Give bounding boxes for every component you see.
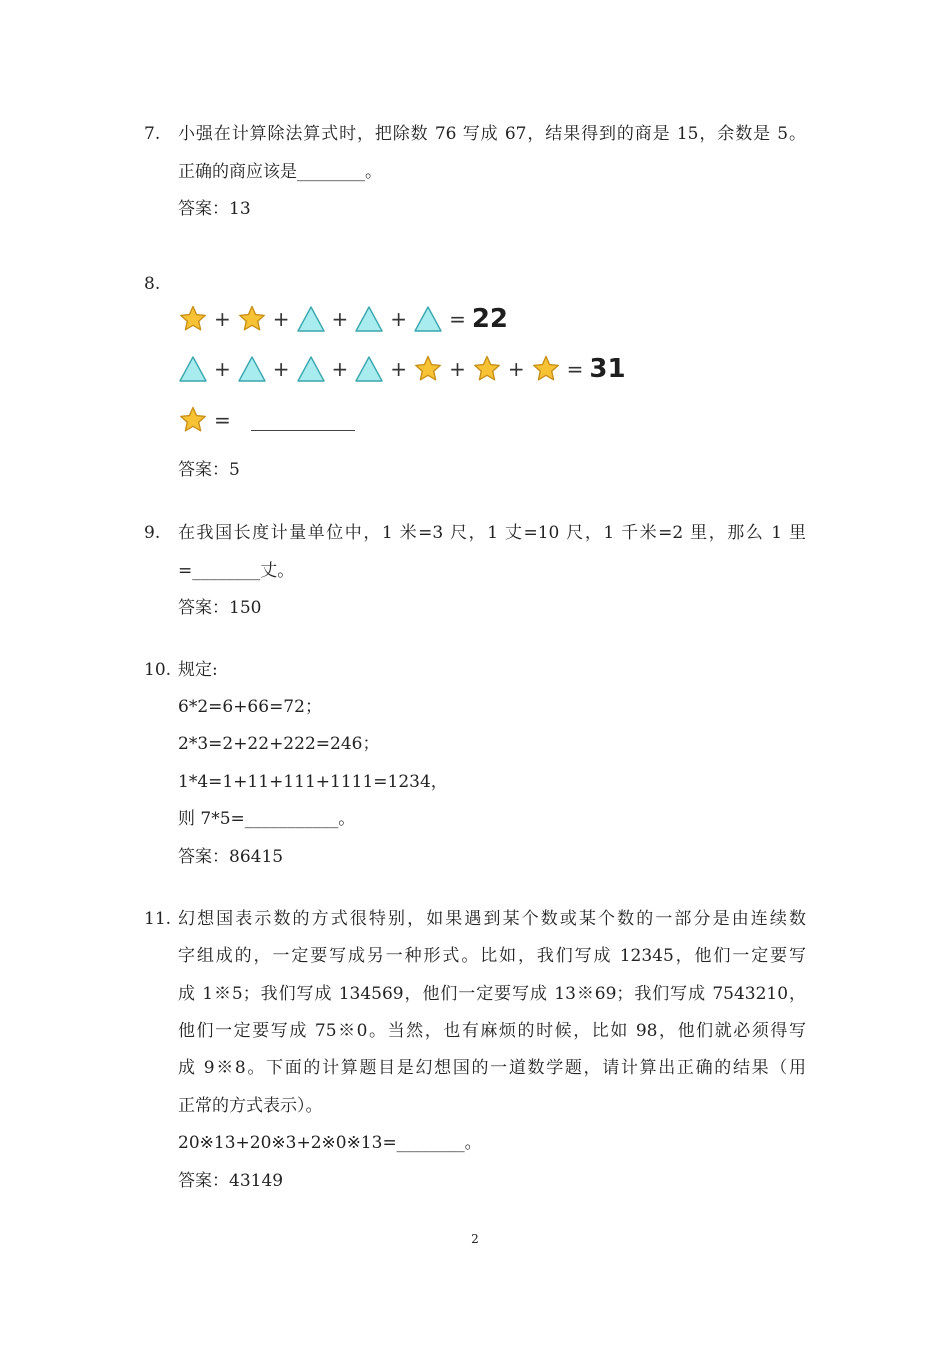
equals-sign: = xyxy=(449,307,466,331)
q8-equation-row-2 xyxy=(178,352,626,386)
q9-number: 9. xyxy=(144,523,161,543)
q11-text-line-5: 成 9※8。下面的计算题目是幻想国的一道数学题，请计算出正确的结果（用 xyxy=(178,1058,806,1078)
star-icon xyxy=(413,354,443,384)
star-icon xyxy=(178,405,208,435)
q7-text-line-1: 小强在计算除法算式时，把除数 76 写成 67，结果得到的商是 15，余数是 5。 xyxy=(178,124,806,144)
q9-text-line-1: 在我国长度计量单位中，1 米=3 尺，1 丈=10 尺，1 千米=2 里，那么 1 里 xyxy=(178,523,806,543)
q8-answer: 答案：5 xyxy=(178,460,240,480)
triangle-icon xyxy=(413,304,443,334)
equals-sign: = xyxy=(566,357,584,381)
q10-text-line-4: 1*4=1+11+111+1111=1234， xyxy=(178,772,448,792)
q10-text-line-3: 2*3=2+22+222=246； xyxy=(178,734,380,754)
q11-answer: 答案：43149 xyxy=(178,1171,284,1191)
q8-row2-result: 31 xyxy=(589,354,626,384)
q11-text-line-1: 幻想国表示数的方式很特别，如果遇到某个数或某个数的一部分是由连续数 xyxy=(178,909,806,929)
triangle-icon xyxy=(296,354,326,384)
q10-number: 10. xyxy=(144,660,172,680)
star-icon xyxy=(472,354,502,384)
triangle-icon xyxy=(296,304,326,334)
triangle-icon xyxy=(354,354,384,384)
star-icon xyxy=(531,354,561,384)
q11-text-line-2: 字组成的，一定要写成另一种形式。比如，我们写成 12345，他们一定要写 xyxy=(178,946,806,966)
q11-text-line-3: 成 1※5；我们写成 134569，他们一定要写成 13※69；我们写成 7543210， xyxy=(178,984,806,1004)
star-icon xyxy=(178,304,208,334)
q8-question-row xyxy=(178,403,355,437)
plus-sign: + xyxy=(272,357,290,381)
q7-text-line-2: 正确的商应该是________。 xyxy=(178,162,382,182)
q10-answer: 答案：86415 xyxy=(178,847,284,867)
plus-sign: + xyxy=(507,357,525,381)
q11-number: 11. xyxy=(144,909,172,929)
q7-answer: 答案：13 xyxy=(178,199,251,219)
q8-equation-row-1 xyxy=(178,302,508,336)
q10-text-line-5: 则 7*5=___________。 xyxy=(178,809,356,829)
page-number: 2 xyxy=(471,1232,479,1246)
q9-answer: 答案：150 xyxy=(178,598,262,618)
q7-number: 7. xyxy=(144,124,161,144)
star-icon xyxy=(237,304,267,334)
answer-blank xyxy=(251,410,355,431)
plus-sign: + xyxy=(214,307,231,331)
q10-text-line-1: 规定: xyxy=(178,660,218,680)
plus-sign: + xyxy=(390,357,408,381)
equals-sign: = xyxy=(214,408,231,432)
triangle-icon xyxy=(178,354,208,384)
plus-sign: + xyxy=(272,307,290,331)
q10-text-line-2: 6*2=6+66=72； xyxy=(178,697,322,717)
triangle-icon xyxy=(354,304,384,334)
q11-text-line-6: 正常的方式表示）。 xyxy=(178,1096,323,1116)
plus-sign: + xyxy=(331,357,349,381)
q11-text-line-7: 20※13+20※3+2※0※13=________。 xyxy=(178,1133,482,1153)
plus-sign: + xyxy=(214,357,231,381)
plus-sign: + xyxy=(331,307,349,331)
q8-row1-result: 22 xyxy=(471,304,509,334)
triangle-icon xyxy=(237,354,267,384)
q8-number: 8. xyxy=(144,274,161,294)
q9-text-line-2: =________丈。 xyxy=(178,561,295,581)
q11-text-line-4: 他们一定要写成 75※0。当然，也有麻烦的时候，比如 98，他们就必须得写 xyxy=(178,1021,806,1041)
plus-sign: + xyxy=(390,307,408,331)
plus-sign: + xyxy=(449,357,466,381)
